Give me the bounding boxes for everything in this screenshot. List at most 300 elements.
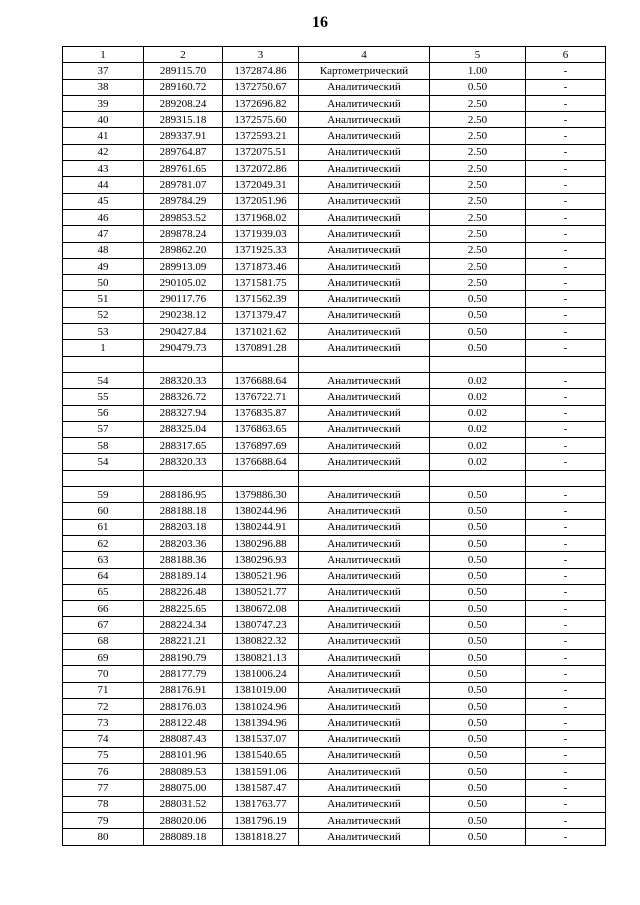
note-cell: - (526, 796, 606, 812)
note-cell (526, 470, 606, 486)
point-number-cell: 65 (63, 584, 144, 600)
note-cell: - (526, 372, 606, 388)
column-header-5: 5 (430, 47, 526, 63)
point-number-cell: 51 (63, 291, 144, 307)
accuracy-cell: 2.50 (430, 128, 526, 144)
point-number-cell: 80 (63, 829, 144, 845)
note-cell: - (526, 193, 606, 209)
column-header-2: 2 (144, 47, 223, 63)
table-row (63, 275, 606, 291)
accuracy-cell: 0.02 (430, 389, 526, 405)
column-header-1: 1 (63, 47, 144, 63)
point-number-cell: 61 (63, 519, 144, 535)
point-number-cell: 54 (63, 372, 144, 388)
method-cell: Аналитический (299, 193, 430, 209)
note-cell: - (526, 389, 606, 405)
x-coordinate-cell: 290479.73 (144, 340, 223, 356)
point-number-cell: 70 (63, 666, 144, 682)
method-cell: Аналитический (299, 698, 430, 714)
note-cell: - (526, 112, 606, 128)
note-cell: - (526, 454, 606, 470)
point-number-cell: 1 (63, 340, 144, 356)
y-coordinate-cell: 1371925.33 (223, 242, 299, 258)
x-coordinate-cell: 289862.20 (144, 242, 223, 258)
y-coordinate-cell: 1371939.03 (223, 226, 299, 242)
y-coordinate-cell: 1376688.64 (223, 372, 299, 388)
accuracy-cell: 2.50 (430, 226, 526, 242)
table-row (63, 356, 606, 372)
accuracy-cell: 0.50 (430, 731, 526, 747)
point-number-cell: 54 (63, 454, 144, 470)
y-coordinate-cell: 1381763.77 (223, 796, 299, 812)
method-cell: Аналитический (299, 405, 430, 421)
y-coordinate-cell: 1371021.62 (223, 324, 299, 340)
x-coordinate-cell: 289115.70 (144, 63, 223, 79)
y-coordinate-cell: 1376688.64 (223, 454, 299, 470)
note-cell: - (526, 209, 606, 225)
point-number-cell: 38 (63, 79, 144, 95)
method-cell: Аналитический (299, 372, 430, 388)
x-coordinate-cell: 288226.48 (144, 584, 223, 600)
point-number-cell: 46 (63, 209, 144, 225)
point-number-cell: 60 (63, 503, 144, 519)
note-cell: - (526, 812, 606, 828)
accuracy-cell: 2.50 (430, 209, 526, 225)
y-coordinate-cell: 1371581.75 (223, 275, 299, 291)
note-cell: - (526, 715, 606, 731)
point-number-cell: 57 (63, 421, 144, 437)
table-row (63, 812, 606, 828)
x-coordinate-cell: 288176.03 (144, 698, 223, 714)
point-number-cell: 67 (63, 617, 144, 633)
x-coordinate-cell: 288325.04 (144, 421, 223, 437)
x-coordinate-cell: 288320.33 (144, 454, 223, 470)
method-cell: Аналитический (299, 747, 430, 763)
note-cell: - (526, 764, 606, 780)
accuracy-cell: 0.50 (430, 291, 526, 307)
y-coordinate-cell: 1372075.51 (223, 144, 299, 160)
table-row (63, 291, 606, 307)
x-coordinate-cell (144, 356, 223, 372)
point-number-cell: 43 (63, 161, 144, 177)
table-row (63, 324, 606, 340)
y-coordinate-cell: 1371562.39 (223, 291, 299, 307)
y-coordinate-cell: 1381818.27 (223, 829, 299, 845)
x-coordinate-cell: 290427.84 (144, 324, 223, 340)
point-number-cell: 49 (63, 258, 144, 274)
note-cell: - (526, 421, 606, 437)
table-row (63, 568, 606, 584)
table-row (63, 95, 606, 111)
x-coordinate-cell: 288320.33 (144, 372, 223, 388)
method-cell: Аналитический (299, 568, 430, 584)
table-row (63, 552, 606, 568)
table-row (63, 177, 606, 193)
y-coordinate-cell: 1381019.00 (223, 682, 299, 698)
accuracy-cell: 0.50 (430, 829, 526, 845)
table-row (63, 535, 606, 551)
table-row (63, 617, 606, 633)
accuracy-cell (430, 356, 526, 372)
method-cell: Аналитический (299, 633, 430, 649)
accuracy-cell: 0.02 (430, 372, 526, 388)
y-coordinate-cell: 1380521.96 (223, 568, 299, 584)
method-cell: Аналитический (299, 829, 430, 845)
x-coordinate-cell: 289784.29 (144, 193, 223, 209)
accuracy-cell: 0.50 (430, 617, 526, 633)
point-number-cell: 66 (63, 601, 144, 617)
x-coordinate-cell: 290105.02 (144, 275, 223, 291)
point-number-cell: 71 (63, 682, 144, 698)
accuracy-cell: 0.50 (430, 698, 526, 714)
x-coordinate-cell: 288089.53 (144, 764, 223, 780)
table-row (63, 715, 606, 731)
table-row (63, 421, 606, 437)
method-cell: Аналитический (299, 209, 430, 225)
note-cell: - (526, 144, 606, 160)
table-row (63, 340, 606, 356)
note-cell: - (526, 829, 606, 845)
y-coordinate-cell: 1372750.67 (223, 79, 299, 95)
y-coordinate-cell: 1380672.08 (223, 601, 299, 617)
x-coordinate-cell: 289913.09 (144, 258, 223, 274)
x-coordinate-cell: 288176.91 (144, 682, 223, 698)
y-coordinate-cell (223, 470, 299, 486)
point-number-cell: 52 (63, 307, 144, 323)
x-coordinate-cell: 290238.12 (144, 307, 223, 323)
accuracy-cell: 2.50 (430, 193, 526, 209)
table-row (63, 454, 606, 470)
accuracy-cell: 0.50 (430, 340, 526, 356)
point-number-cell: 48 (63, 242, 144, 258)
point-number-cell: 44 (63, 177, 144, 193)
method-cell: Аналитический (299, 535, 430, 551)
note-cell: - (526, 568, 606, 584)
table-row (63, 649, 606, 665)
method-cell (299, 470, 430, 486)
method-cell: Аналитический (299, 552, 430, 568)
point-number-cell: 77 (63, 780, 144, 796)
table-row (63, 584, 606, 600)
table-row (63, 128, 606, 144)
y-coordinate-cell: 1381024.96 (223, 698, 299, 714)
method-cell: Аналитический (299, 438, 430, 454)
point-number-cell: 63 (63, 552, 144, 568)
table-row (63, 829, 606, 845)
accuracy-cell (430, 470, 526, 486)
accuracy-cell: 2.50 (430, 112, 526, 128)
y-coordinate-cell: 1371873.46 (223, 258, 299, 274)
method-cell: Аналитический (299, 487, 430, 503)
x-coordinate-cell: 288188.18 (144, 503, 223, 519)
method-cell: Аналитический (299, 731, 430, 747)
method-cell: Аналитический (299, 144, 430, 160)
x-coordinate-cell: 288075.00 (144, 780, 223, 796)
x-coordinate-cell: 288190.79 (144, 649, 223, 665)
x-coordinate-cell: 288020.06 (144, 812, 223, 828)
method-cell: Аналитический (299, 324, 430, 340)
note-cell: - (526, 291, 606, 307)
y-coordinate-cell: 1376722.71 (223, 389, 299, 405)
accuracy-cell: 0.50 (430, 584, 526, 600)
x-coordinate-cell: 288221.21 (144, 633, 223, 649)
x-coordinate-cell: 289208.24 (144, 95, 223, 111)
x-coordinate-cell: 288203.18 (144, 519, 223, 535)
method-cell (299, 356, 430, 372)
note-cell: - (526, 535, 606, 551)
method-cell: Аналитический (299, 79, 430, 95)
coordinates-table (62, 46, 606, 846)
point-number-cell: 58 (63, 438, 144, 454)
point-number-cell: 41 (63, 128, 144, 144)
accuracy-cell: 0.50 (430, 633, 526, 649)
point-number-cell: 45 (63, 193, 144, 209)
accuracy-cell: 0.50 (430, 601, 526, 617)
accuracy-cell: 1.00 (430, 63, 526, 79)
note-cell: - (526, 584, 606, 600)
x-coordinate-cell: 288101.96 (144, 747, 223, 763)
x-coordinate-cell: 288177.79 (144, 666, 223, 682)
point-number-cell: 40 (63, 112, 144, 128)
table-row (63, 633, 606, 649)
x-coordinate-cell: 288203.36 (144, 535, 223, 551)
x-coordinate-cell: 288317.65 (144, 438, 223, 454)
method-cell: Аналитический (299, 258, 430, 274)
point-number-cell: 53 (63, 324, 144, 340)
x-coordinate-cell: 289781.07 (144, 177, 223, 193)
y-coordinate-cell: 1371379.47 (223, 307, 299, 323)
x-coordinate-cell: 289764.87 (144, 144, 223, 160)
point-number-cell: 68 (63, 633, 144, 649)
x-coordinate-cell (144, 470, 223, 486)
accuracy-cell: 0.50 (430, 780, 526, 796)
table-body (63, 63, 606, 845)
y-coordinate-cell: 1381537.07 (223, 731, 299, 747)
x-coordinate-cell: 288089.18 (144, 829, 223, 845)
accuracy-cell: 0.50 (430, 519, 526, 535)
y-coordinate-cell: 1381006.24 (223, 666, 299, 682)
accuracy-cell: 0.50 (430, 552, 526, 568)
method-cell: Аналитический (299, 617, 430, 633)
method-cell: Аналитический (299, 112, 430, 128)
x-coordinate-cell: 289315.18 (144, 112, 223, 128)
point-number-cell: 69 (63, 649, 144, 665)
x-coordinate-cell: 288188.36 (144, 552, 223, 568)
method-cell: Аналитический (299, 340, 430, 356)
y-coordinate-cell: 1376835.87 (223, 405, 299, 421)
point-number-cell (63, 470, 144, 486)
table-row (63, 601, 606, 617)
method-cell: Аналитический (299, 95, 430, 111)
method-cell: Аналитический (299, 601, 430, 617)
table-row (63, 79, 606, 95)
note-cell: - (526, 503, 606, 519)
x-coordinate-cell: 288031.52 (144, 796, 223, 812)
note-cell: - (526, 666, 606, 682)
point-number-cell: 78 (63, 796, 144, 812)
y-coordinate-cell: 1381587.47 (223, 780, 299, 796)
point-number-cell: 37 (63, 63, 144, 79)
accuracy-cell: 2.50 (430, 258, 526, 274)
method-cell: Аналитический (299, 421, 430, 437)
y-coordinate-cell: 1380296.88 (223, 535, 299, 551)
note-cell: - (526, 307, 606, 323)
note-cell: - (526, 780, 606, 796)
point-number-cell: 47 (63, 226, 144, 242)
method-cell: Аналитический (299, 812, 430, 828)
table-row (63, 747, 606, 763)
point-number-cell (63, 356, 144, 372)
y-coordinate-cell: 1381394.96 (223, 715, 299, 731)
point-number-cell: 42 (63, 144, 144, 160)
accuracy-cell: 2.50 (430, 177, 526, 193)
accuracy-cell: 0.50 (430, 764, 526, 780)
header-row (63, 47, 606, 63)
note-cell: - (526, 601, 606, 617)
point-number-cell: 74 (63, 731, 144, 747)
x-coordinate-cell: 288327.94 (144, 405, 223, 421)
accuracy-cell: 0.50 (430, 796, 526, 812)
table-row (63, 405, 606, 421)
x-coordinate-cell: 289878.24 (144, 226, 223, 242)
y-coordinate-cell: 1380747.23 (223, 617, 299, 633)
table-row (63, 242, 606, 258)
method-cell: Аналитический (299, 796, 430, 812)
note-cell: - (526, 747, 606, 763)
method-cell: Аналитический (299, 715, 430, 731)
x-coordinate-cell: 289160.72 (144, 79, 223, 95)
x-coordinate-cell: 288225.65 (144, 601, 223, 617)
x-coordinate-cell: 289853.52 (144, 209, 223, 225)
accuracy-cell: 0.50 (430, 649, 526, 665)
x-coordinate-cell: 290117.76 (144, 291, 223, 307)
y-coordinate-cell: 1380244.91 (223, 519, 299, 535)
accuracy-cell: 0.50 (430, 307, 526, 323)
y-coordinate-cell: 1372696.82 (223, 95, 299, 111)
table-row (63, 307, 606, 323)
y-coordinate-cell: 1380296.93 (223, 552, 299, 568)
x-coordinate-cell: 288186.95 (144, 487, 223, 503)
table-row (63, 796, 606, 812)
accuracy-cell: 2.50 (430, 95, 526, 111)
note-cell: - (526, 649, 606, 665)
y-coordinate-cell: 1371968.02 (223, 209, 299, 225)
table-row (63, 258, 606, 274)
table-row (63, 487, 606, 503)
point-number-cell: 73 (63, 715, 144, 731)
method-cell: Аналитический (299, 519, 430, 535)
accuracy-cell: 0.02 (430, 421, 526, 437)
method-cell: Аналитический (299, 682, 430, 698)
point-number-cell: 56 (63, 405, 144, 421)
note-cell: - (526, 340, 606, 356)
y-coordinate-cell: 1372072.86 (223, 161, 299, 177)
point-number-cell: 55 (63, 389, 144, 405)
method-cell: Аналитический (299, 503, 430, 519)
y-coordinate-cell: 1381796.19 (223, 812, 299, 828)
note-cell: - (526, 161, 606, 177)
x-coordinate-cell: 288224.34 (144, 617, 223, 633)
note-cell: - (526, 405, 606, 421)
note-cell: - (526, 519, 606, 535)
method-cell: Аналитический (299, 226, 430, 242)
point-number-cell: 76 (63, 764, 144, 780)
note-cell: - (526, 275, 606, 291)
y-coordinate-cell: 1380244.96 (223, 503, 299, 519)
note-cell: - (526, 487, 606, 503)
page-number: 16 (312, 14, 328, 31)
method-cell: Аналитический (299, 780, 430, 796)
note-cell: - (526, 242, 606, 258)
method-cell: Аналитический (299, 128, 430, 144)
note-cell: - (526, 258, 606, 274)
y-coordinate-cell: 1372575.60 (223, 112, 299, 128)
table-header (63, 47, 606, 63)
table-row (63, 519, 606, 535)
table-row (63, 503, 606, 519)
x-coordinate-cell: 289761.65 (144, 161, 223, 177)
method-cell: Аналитический (299, 177, 430, 193)
point-number-cell: 75 (63, 747, 144, 763)
y-coordinate-cell (223, 356, 299, 372)
accuracy-cell: 2.50 (430, 275, 526, 291)
table-row (63, 780, 606, 796)
column-header-6: 6 (526, 47, 606, 63)
y-coordinate-cell: 1381591.06 (223, 764, 299, 780)
accuracy-cell: 0.50 (430, 324, 526, 340)
x-coordinate-cell: 288326.72 (144, 389, 223, 405)
table-row (63, 63, 606, 79)
note-cell (526, 356, 606, 372)
column-header-4: 4 (299, 47, 430, 63)
point-number-cell: 39 (63, 95, 144, 111)
y-coordinate-cell: 1372593.21 (223, 128, 299, 144)
y-coordinate-cell: 1380822.32 (223, 633, 299, 649)
point-number-cell: 64 (63, 568, 144, 584)
note-cell: - (526, 226, 606, 242)
method-cell: Картометрический (299, 63, 430, 79)
accuracy-cell: 2.50 (430, 242, 526, 258)
point-number-cell: 50 (63, 275, 144, 291)
note-cell: - (526, 63, 606, 79)
accuracy-cell: 0.50 (430, 487, 526, 503)
accuracy-cell: 0.02 (430, 438, 526, 454)
y-coordinate-cell: 1372051.96 (223, 193, 299, 209)
y-coordinate-cell: 1376863.65 (223, 421, 299, 437)
note-cell: - (526, 633, 606, 649)
table-row (63, 698, 606, 714)
table-row (63, 193, 606, 209)
note-cell: - (526, 324, 606, 340)
method-cell: Аналитический (299, 666, 430, 682)
note-cell: - (526, 698, 606, 714)
note-cell: - (526, 731, 606, 747)
y-coordinate-cell: 1380521.77 (223, 584, 299, 600)
accuracy-cell: 0.50 (430, 535, 526, 551)
method-cell: Аналитический (299, 307, 430, 323)
method-cell: Аналитический (299, 242, 430, 258)
x-coordinate-cell: 288087.43 (144, 731, 223, 747)
method-cell: Аналитический (299, 389, 430, 405)
note-cell: - (526, 682, 606, 698)
accuracy-cell: 0.50 (430, 503, 526, 519)
point-number-cell: 62 (63, 535, 144, 551)
note-cell: - (526, 438, 606, 454)
y-coordinate-cell: 1372049.31 (223, 177, 299, 193)
table-row (63, 389, 606, 405)
note-cell: - (526, 79, 606, 95)
accuracy-cell: 0.50 (430, 682, 526, 698)
